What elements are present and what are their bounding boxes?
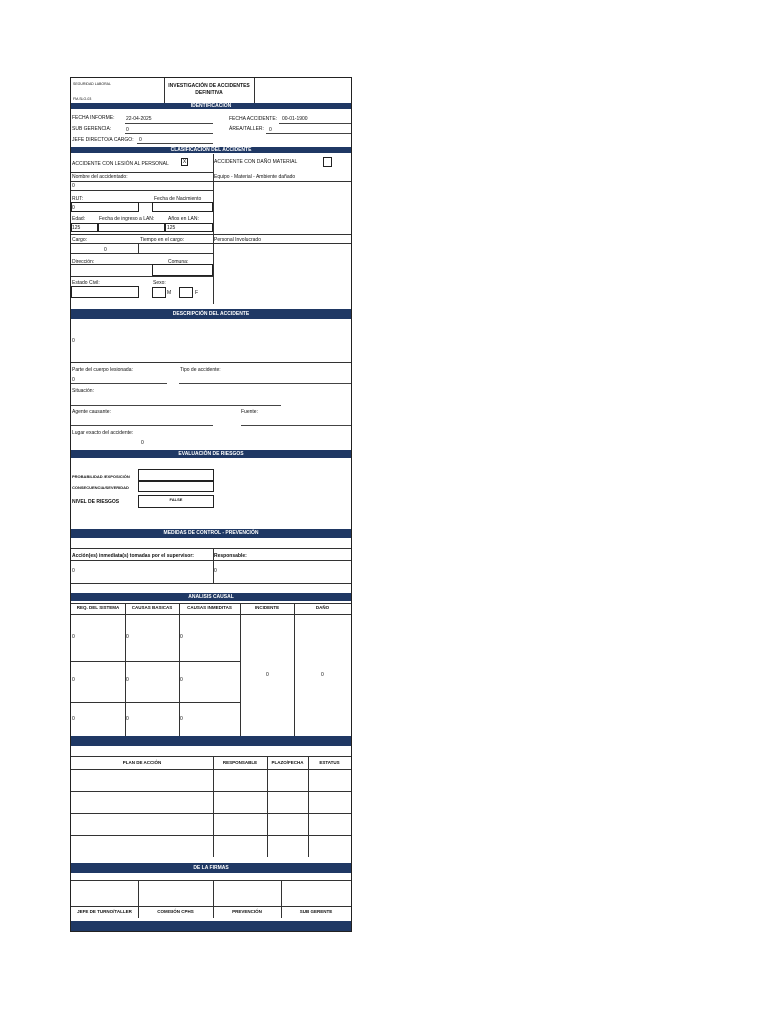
- analisis-cell[interactable]: 0: [72, 634, 75, 640]
- rut-label: RUT:: [72, 196, 84, 202]
- fecha-accidente-value[interactable]: 00-01-1900: [282, 116, 308, 122]
- analisis-cell[interactable]: 0: [126, 716, 129, 722]
- row-line: [71, 702, 240, 703]
- form-code: FM-SLO-03: [73, 97, 92, 101]
- sexo-f-label: F: [195, 290, 199, 296]
- analisis-cell[interactable]: 0: [180, 634, 183, 640]
- jefe-label: JEFE DIRECTO/A CARGO:: [72, 137, 134, 143]
- sub-gerencia-line: [125, 133, 213, 134]
- nacimiento-field[interactable]: [152, 202, 213, 212]
- analisis-cell[interactable]: 0: [180, 716, 183, 722]
- analisis-cell[interactable]: 0: [126, 634, 129, 640]
- form-subtitle: DEFINITIVA: [195, 90, 223, 96]
- sexo-f-box[interactable]: [179, 287, 193, 298]
- lugar-value[interactable]: 0: [141, 440, 144, 446]
- plan-row[interactable]: [71, 813, 351, 814]
- plan-header-responsable: RESPONSABLE: [222, 760, 258, 765]
- row-line: [71, 756, 351, 757]
- lesion-checkbox[interactable]: X: [182, 159, 187, 165]
- probabilidad-label: PROBABILIDAD /EXPOSICIÓN: [72, 474, 130, 479]
- analisis-cell[interactable]: 0: [126, 677, 129, 683]
- nombre-label: Nombre del accidentado:: [72, 174, 128, 180]
- dano-value[interactable]: 0: [321, 672, 324, 678]
- situacion-line: [71, 405, 281, 406]
- row-line: [71, 181, 351, 182]
- fuente-label: Fuente:: [241, 409, 258, 415]
- col-line: [267, 756, 268, 857]
- analisis-header-basicas: CAUSAS BASICAS: [131, 605, 173, 610]
- row-line: [71, 234, 351, 235]
- comuna-label: Comuna:: [168, 259, 189, 265]
- section-medidas: MEDIDAS DE CONTROL - PREVENCIÓN: [71, 529, 351, 538]
- dano-checkbox[interactable]: [323, 157, 332, 167]
- firma-prevencion: PREVENCIÓN: [232, 909, 262, 914]
- footer-bar: [71, 921, 351, 931]
- header-divider: [254, 78, 255, 103]
- row-line: [71, 243, 351, 244]
- analisis-header-dano: DAÑO: [315, 605, 330, 610]
- analisis-header-req: REQ. DEL SISTEMA: [76, 605, 120, 610]
- parte-label: Parte del cuerpo lesionada:: [72, 367, 133, 373]
- fuente-line: [241, 425, 351, 426]
- row-line: [71, 548, 351, 549]
- rut-value: 0: [72, 205, 75, 211]
- agente-line: [71, 425, 213, 426]
- sub-gerencia-label: SUB GERENCIA:: [72, 126, 112, 132]
- incidente-value[interactable]: 0: [266, 672, 269, 678]
- row-line: [71, 769, 351, 770]
- fecha-accidente-line: [279, 123, 351, 124]
- accion-value[interactable]: 0: [72, 568, 75, 574]
- sexo-label: Sexo:: [153, 280, 166, 286]
- row-line: [71, 661, 240, 662]
- ingreso-label: Fecha de ingreso a LAN:: [99, 216, 155, 222]
- area-taller-value[interactable]: 0: [269, 127, 272, 133]
- agente-label: Agente causante:: [72, 409, 111, 415]
- lesion-label: ACCIDENTE CON LESIÓN AL PERSONAL: [72, 161, 169, 167]
- analisis-cell[interactable]: 0: [72, 716, 75, 722]
- parte-line: [71, 383, 167, 384]
- responsable-value[interactable]: 0: [214, 568, 217, 574]
- accion-label: Acción(es) inmediata(s) tomadas por el supervisor:: [72, 553, 194, 559]
- row-line: [71, 614, 351, 615]
- section-descripcion: DESCRIPCIÓN DEL ACCIDENTE: [71, 309, 351, 319]
- row-line: [71, 583, 351, 584]
- row-line: [71, 880, 351, 881]
- area-taller-label: ÁREA/TALLER:: [229, 126, 264, 132]
- descripcion-text[interactable]: 0: [72, 338, 75, 344]
- company-line: SEGURIDAD LABORAL: [73, 82, 111, 86]
- probabilidad-field[interactable]: [138, 469, 214, 481]
- section-evaluacion: EVALUACIÓN DE RIESGOS: [71, 450, 351, 458]
- row-line: [71, 906, 351, 907]
- sexo-m-box[interactable]: [152, 287, 166, 298]
- tiempo-label: Tiempo en el cargo:: [140, 237, 185, 243]
- firma-sub-gerente: SUB GERENTE: [299, 909, 333, 914]
- section-firmas: DE LA FIRMAS: [71, 863, 351, 873]
- col-line: [308, 756, 309, 857]
- section-separator: [71, 736, 351, 746]
- col-line: [294, 603, 295, 736]
- situacion-label: Situación:: [72, 388, 94, 394]
- section-clasificacion: CLASIFICACIÓN DEL ACCIDENTE: [71, 147, 351, 153]
- analisis-header-inmediatas: CAUSAS INMEDITAS: [187, 605, 232, 610]
- nombre-value[interactable]: 0: [72, 183, 75, 189]
- row-line: [71, 190, 213, 191]
- rut-field[interactable]: [71, 202, 139, 212]
- plan-row[interactable]: [71, 835, 351, 836]
- edad-label: Edad:: [72, 216, 86, 222]
- row-line: [71, 560, 351, 561]
- anos-label: Años en LAN:: [168, 216, 199, 222]
- comuna-field[interactable]: [152, 264, 213, 276]
- jefe-value[interactable]: 0: [139, 137, 142, 143]
- section-analisis: ANALISIS CAUSAL: [71, 593, 351, 601]
- form-title: INVESTIGACIÓN DE ACCIDENTES: [168, 83, 250, 89]
- row-line: [71, 276, 213, 277]
- area-taller-line: [266, 133, 351, 134]
- plan-header-accion: PLAN DE ACCIÓN: [122, 760, 162, 765]
- nacimiento-label: Fecha de Nacimiento: [154, 196, 202, 202]
- tipo-label: Tipo de accidente:: [180, 367, 221, 373]
- section-identificacion: IDENTIFICACION: [71, 103, 351, 109]
- personal-label: Personal Involucrado: [214, 237, 261, 243]
- analisis-cell[interactable]: 0: [72, 677, 75, 683]
- fecha-informe-line: [125, 123, 213, 124]
- analisis-header-incidente: INCIDENTE: [254, 605, 280, 610]
- estado-label: Estado Civil:: [72, 280, 100, 286]
- row-line: [71, 603, 351, 604]
- firma-jefe-turno: JEFE DE TURNO/TALLER: [77, 909, 132, 914]
- cargo-divider: [138, 243, 139, 253]
- sexo-m-label: M: [167, 290, 172, 296]
- row-line: [71, 362, 351, 363]
- row-line: [71, 253, 213, 254]
- accident-report-form: [70, 77, 352, 932]
- anos-value: 125: [167, 225, 176, 231]
- nivel-value: FALSE: [169, 497, 183, 502]
- parte-value[interactable]: 0: [72, 377, 75, 383]
- consecuencia-field[interactable]: [138, 481, 214, 492]
- analisis-cell[interactable]: 0: [180, 677, 183, 683]
- row-line: [71, 172, 213, 173]
- col-line: [213, 756, 214, 857]
- cargo-label: Cargo:: [72, 237, 88, 243]
- lugar-label: Lugar exacto del accidente:: [72, 430, 134, 436]
- dano-label: ACCIDENTE CON DAÑO MATERIAL: [214, 159, 298, 165]
- plan-row[interactable]: [71, 791, 351, 792]
- consecuencia-label: CONSECUENCIA/SEVERIDAD: [72, 485, 129, 490]
- ingreso-field[interactable]: [98, 223, 165, 232]
- plan-header-estatus: ESTATUS: [319, 760, 340, 765]
- sub-gerencia-value[interactable]: 0: [126, 127, 129, 133]
- equipo-label: Equipo - Material - Ambiente dañado: [214, 174, 296, 180]
- col-line: [240, 603, 241, 736]
- nivel-label: NIVEL DE RIESGOS: [72, 499, 120, 505]
- fecha-informe-value[interactable]: 22-04-2025: [126, 116, 152, 122]
- responsable-label: Responsable:: [214, 553, 247, 559]
- fecha-accidente-label: FECHA ACCIDENTE:: [229, 116, 278, 122]
- plan-header-plazo: PLAZO/FECHA: [271, 760, 304, 765]
- jefe-line: [137, 143, 213, 144]
- estado-field[interactable]: [71, 286, 139, 298]
- fecha-informe-label: FECHA INFORME:: [72, 115, 115, 121]
- edad-value: 125: [72, 225, 81, 231]
- firma-comision-cphs: COMISIÓN CPHS: [157, 909, 194, 914]
- tipo-line: [179, 383, 351, 384]
- direccion-label: Dirección:: [72, 259, 95, 265]
- cargo-value[interactable]: 0: [104, 247, 107, 253]
